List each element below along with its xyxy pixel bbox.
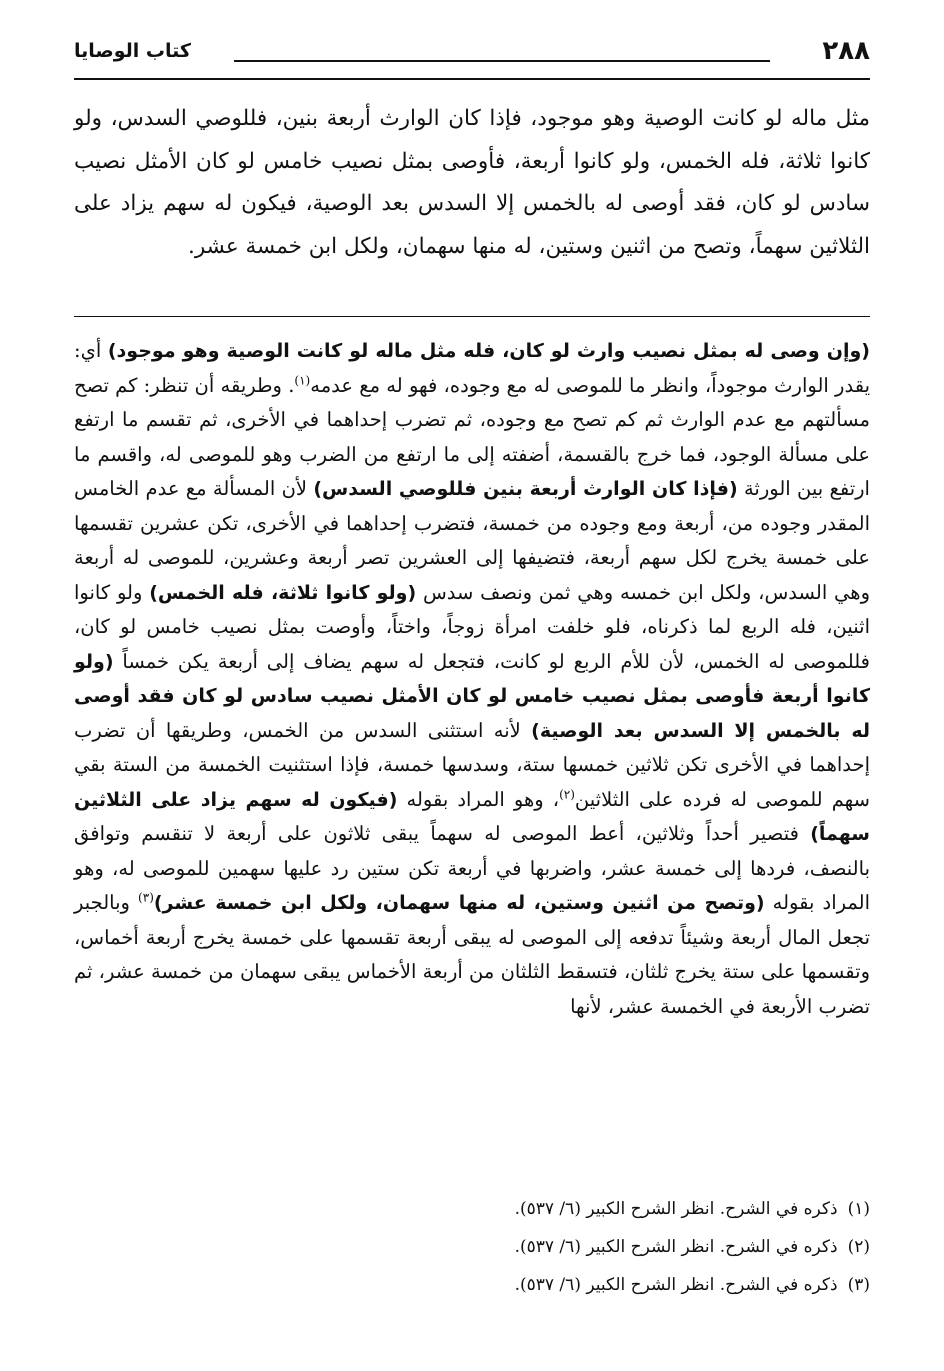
footnote — [74, 1266, 870, 1304]
commentary-text — [74, 334, 870, 1024]
footnote-ref-2: (٢) — [559, 787, 575, 801]
footnote-text: ذكره في الشرح. انظر الشرح الكبير (٦/ ٥٣٧). — [514, 1275, 838, 1295]
quoted-matn: (وتصح من اثنين وستين، له منها سهمان، ولكل ابن خمسة عشر) — [153, 892, 765, 914]
quoted-matn: (ولو كانوا ثلاثة، فله الخمس) — [149, 581, 417, 604]
quoted-matn: (وإن وصى له بمثل نصيب وارث لو كان، فله مثل ماله لو كانت الوصية وهو موجود) — [107, 340, 870, 362]
page-header — [74, 32, 870, 76]
commentary-span: لأنه استثنى السدس من الخمس، وطريقها أن تضرب إحداهما في الأخرى تكن ثلاثين خمسها ستة، وسدسها خمسة، فإذا استثنيت الخمسة من الستة بقي سهم للموصى له فرده على الثلاثين — [74, 718, 870, 811]
commentary-span: ، وهو المراد بقوله — [397, 787, 560, 811]
main-text: مثل ماله لو كانت الوصية وهو موجود، فإذا كان الوارث أربعة بنين، فللوصي السدس، ولو كانوا ثلاثة، فله الخمس، ولو كانوا أربعة، فأوصى بمثل نصيب خامس لو كان الأمثل نصيب سادس لو كان، فقد أوصى له بالخمس إلا السدس بعد الوصية، فيكون له سهم يزاد على الثلاثين سهماً، وتصح من اثنين وستين، له منها سهمان، ولكل ابن خمسة عشر. — [74, 106, 870, 259]
quoted-matn: (ولو كانوا أربعة فأوصى بمثل نصيب خامس لو كان الأمثل نصيب سادس لو كان فقد أوصى له بالخمس إلا السدس بعد الوصية) — [74, 650, 870, 742]
footnote-ref-1: (١) — [294, 373, 311, 387]
quoted-matn: (فإذا كان الوارث أربعة بنين فللوصي السدس) — [313, 478, 738, 500]
footnote-text: ذكره في الشرح. انظر الشرح الكبير (٦/ ٥٣٧). — [514, 1199, 838, 1219]
quoted-matn: (فيكون له سهم يزاد على الثلاثين سهماً) — [74, 788, 870, 845]
header-rule — [234, 60, 770, 62]
footnote-number: (١) — [847, 1199, 870, 1219]
commentary-span: أي: يقدر الوارث موجوداً، وانظر ما للموصى له مع وجوده، فهو له مع عدمه — [74, 339, 870, 397]
commentary-span: لأن المسألة مع عدم الخامس المقدر وجوده من، أربعة ومع وجوده من خمسة، فتضرب إحداهما في الأخرى، تكن عشرين تقسمها على خمسة يخرج لكل سهم أربعة، فتضيفها إلى العشرين تصر أربعة وعشرين، للموصى له أربعة وهي السدس، ولكل ابن خمسه وهي ثمن ونصف سدس — [74, 477, 871, 604]
footnote-number: (٢) — [847, 1237, 870, 1257]
commentary-span: ولو كانوا اثنين، فله الربع لما ذكرناه، فلو خلفت امرأة زوجاً، واختاً، وأوصت بمثل نصيب خامس لو كان، فللموصى له الخمس، لأن للأم الربع لو كانت، فتجعل له سهم يضاف إلى أربعة يكن خمساً — [74, 580, 870, 673]
commentary-span: . وطريقه أن تنظر: كم تصح مسألتهم مع عدم الوارث ثم كم تصح مع وجوده، ثم تضرب إحداهما في الأخرى، ثم تقسم ما ارتفع على مسألة الوجود، فما خرج بالقسمة، أضفته إلى ما ارتفع من الضرب وهو للموصى له، واقسم ما ارتفع بين الورثة — [74, 373, 870, 500]
page-number: ٢٨٨ — [822, 36, 870, 66]
footnote — [74, 1190, 870, 1228]
footnote-number: (٣) — [847, 1275, 870, 1295]
commentary-span: وبالجبر تجعل المال أربعة وشيئاً تدفعه إلى الموصى له يبقى أربعة تقسمها على خمسة يخرج أربعة أخماس، وتقسمها على ستة يخرج ثلثان، فتسقط الثلثان من أربعة الأخماس يبقى سهمان من خمسة عشر، ثم تضرب الأربعة في الخمسة عشر، لأنها — [74, 891, 870, 1018]
footnote-text: ذكره في الشرح. انظر الشرح الكبير (٦/ ٥٣٧). — [514, 1237, 838, 1257]
section-divider — [74, 316, 870, 317]
footnotes — [74, 1190, 870, 1304]
book-title: كتاب الوصايا — [74, 40, 191, 62]
header-underline — [74, 78, 870, 80]
commentary-span: فتصير أحداً وثلاثين، أعط الموصى له سهماً يبقى ثلاثون على أربعة لا تنقسم وتوافق بالنصف، فردها إلى خمسة عشر، واضربها في أربعة تكن ستين رد عليها سهمين للموصى له، وهو المراد بقوله — [74, 822, 871, 914]
footnote — [74, 1228, 870, 1266]
footnote-ref-3: (٣) — [138, 890, 154, 905]
